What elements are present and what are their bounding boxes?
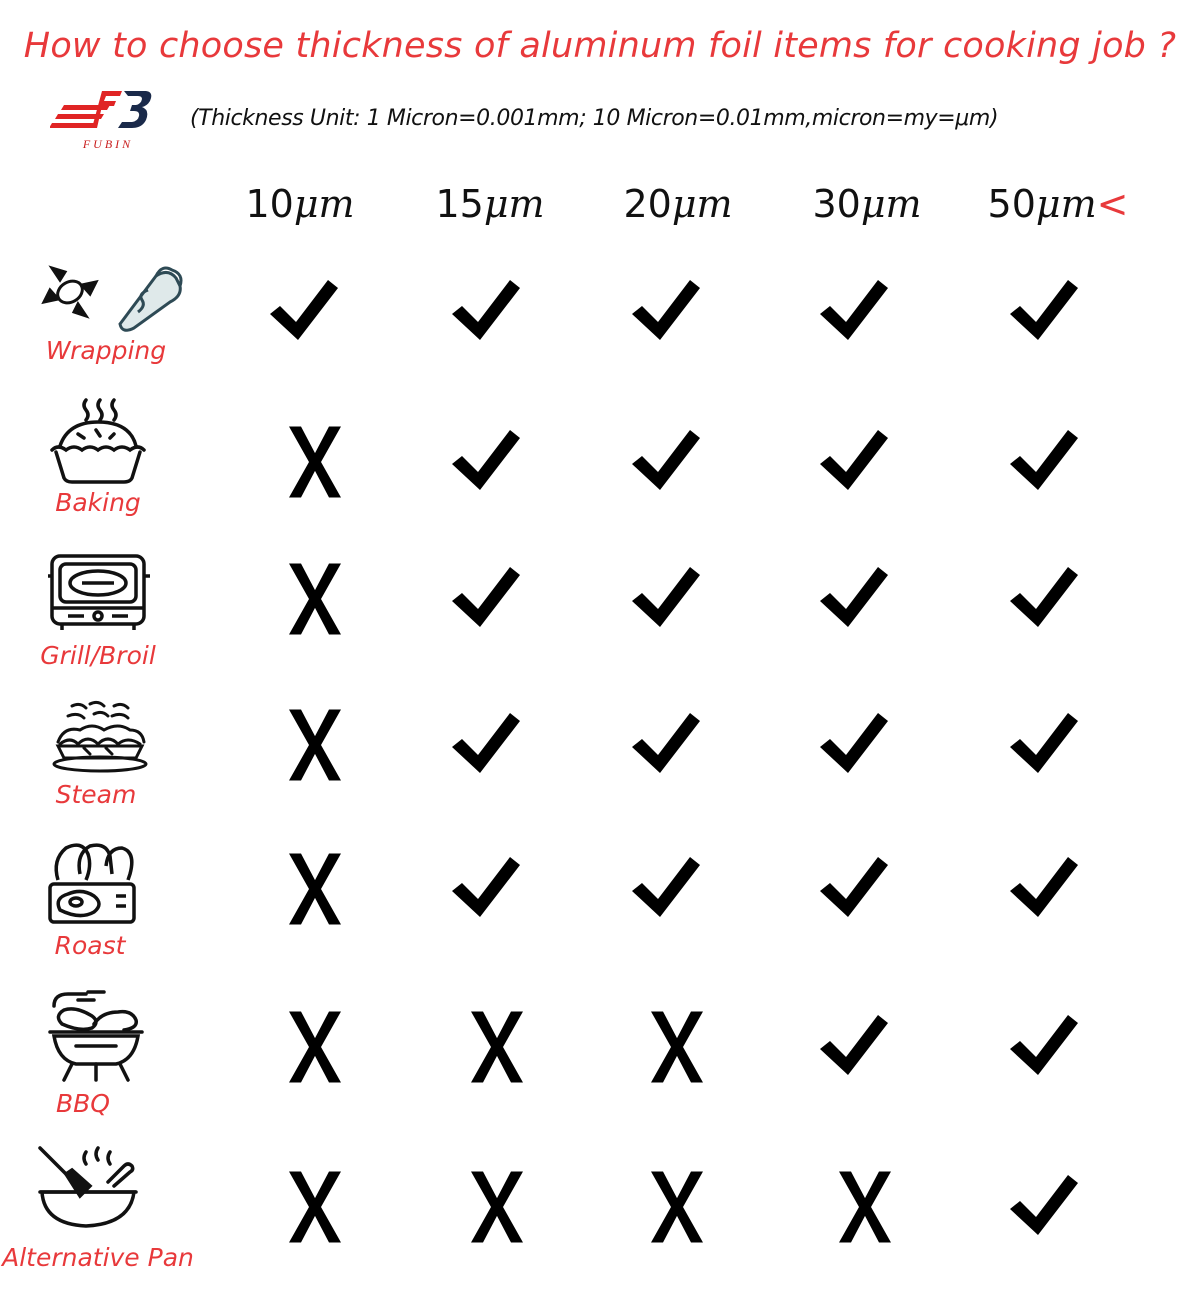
check-mark-icon (628, 705, 708, 785)
check-mark-icon (628, 849, 708, 929)
check-mark-icon (448, 849, 528, 929)
check-mark-icon (448, 422, 528, 502)
check-mark-icon (1006, 422, 1086, 502)
check-mark-icon (816, 1007, 896, 1087)
cross-mark-icon (275, 1007, 355, 1087)
check-mark-icon (448, 272, 528, 352)
cross-mark-icon (637, 1167, 717, 1247)
check-mark-icon (448, 559, 528, 639)
thickness-unit-note: (Thickness Unit: 1 Micron=0.001mm; 10 Micron=0.01mm,micron=my=μm) (190, 106, 999, 131)
bbq-grill-icon (46, 988, 146, 1082)
fubin-logo (50, 85, 170, 157)
cross-mark-icon (275, 559, 355, 639)
logo-brand-text: FUBIN (82, 137, 134, 151)
cross-mark-icon (275, 422, 355, 502)
column-header-50um: 50μm< (987, 182, 1129, 226)
row-label-roast: Roast (54, 931, 126, 960)
row-label-wrapping: Wrapping (45, 336, 167, 365)
cross-mark-icon (637, 1007, 717, 1087)
cross-mark-icon (275, 849, 355, 929)
check-mark-icon (1006, 559, 1086, 639)
frying-pan-icon (36, 1142, 140, 1230)
check-mark-icon (266, 272, 346, 352)
column-header-10um: 10μm (245, 182, 355, 226)
row-label-steam: Steam (55, 780, 137, 809)
cross-mark-icon (275, 705, 355, 785)
row-label-alternative-pan: Alternative Pan (2, 1243, 194, 1272)
page-title: How to choose thickness of aluminum foil items for cooking job ? (23, 26, 1177, 66)
steamed-dumplings-icon (50, 700, 150, 775)
check-mark-icon (1006, 272, 1086, 352)
column-header-30um: 30μm (812, 182, 922, 226)
row-label-grill-broil: Grill/Broil (40, 641, 156, 670)
row-label-bbq: BBQ (56, 1089, 110, 1118)
check-mark-icon (1006, 1007, 1086, 1087)
check-mark-icon (816, 849, 896, 929)
pie-icon (48, 392, 148, 487)
check-mark-icon (628, 559, 708, 639)
cross-mark-icon (457, 1167, 537, 1247)
check-mark-icon (1006, 849, 1086, 929)
column-header-15um: 15μm (435, 182, 545, 226)
row-label-baking: Baking (55, 488, 141, 517)
column-header-20um: 20μm (623, 182, 733, 226)
check-mark-icon (816, 272, 896, 352)
check-mark-icon (1006, 1167, 1086, 1247)
check-mark-icon (816, 705, 896, 785)
check-mark-icon (816, 422, 896, 502)
cross-mark-icon (457, 1007, 537, 1087)
grill-oven-icon (44, 552, 154, 634)
check-mark-icon (1006, 705, 1086, 785)
candy-burrito-icon (38, 262, 188, 337)
cross-mark-icon (825, 1167, 905, 1247)
roast-meat-icon (46, 840, 138, 928)
check-mark-icon (628, 422, 708, 502)
check-mark-icon (628, 272, 708, 352)
check-mark-icon (448, 705, 528, 785)
check-mark-icon (816, 559, 896, 639)
cross-mark-icon (275, 1167, 355, 1247)
